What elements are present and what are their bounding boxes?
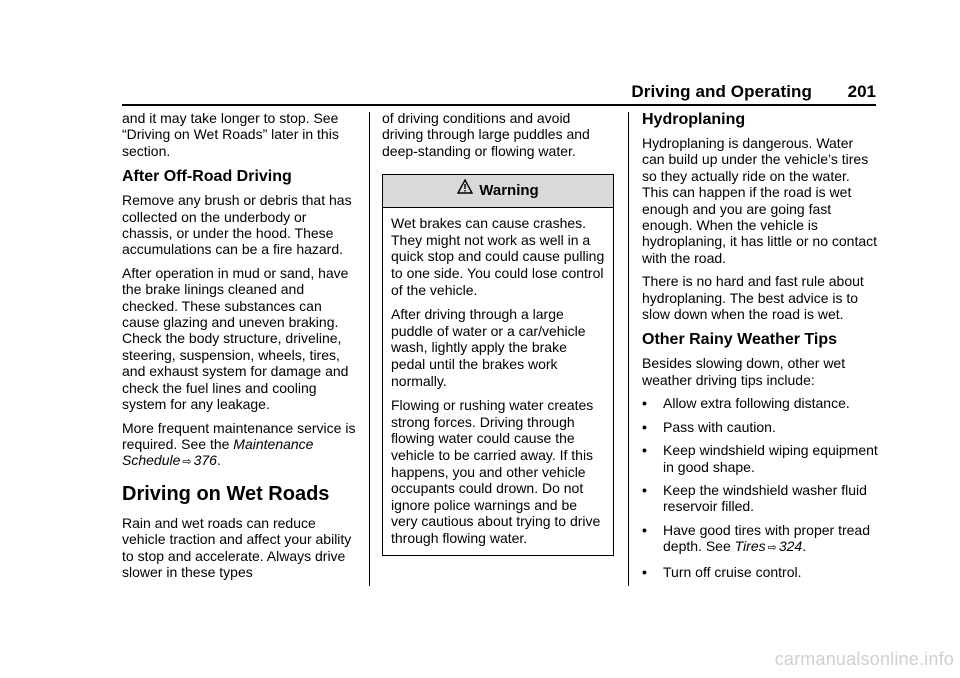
paragraph-hydroplaning-advice: There is no hard and fast rule about hydroplaning. The best advice is to slow down when the road is wet. [642, 273, 864, 323]
heading-after-off-road-driving: After Off-Road Driving [122, 168, 292, 186]
bullet-icon: • [642, 442, 647, 459]
warning-triangle-icon [457, 174, 473, 206]
list-item: • Pass with caution. [642, 418, 776, 435]
column-divider-right [628, 112, 629, 586]
bullet-icon: • [642, 563, 647, 580]
maintenance-schedule-page[interactable]: 376 [193, 452, 217, 469]
paragraph-remove-brush: Remove any brush or debris that has collected on the underbody or chassis, or under the hood. These accumulations can be a fire hazard. [122, 192, 352, 258]
paragraph-mud-sand: After operation in mud or sand, have the brake linings cleaned and checked. These substances can cause glazing and uneven braking. Check the body structure, driveline, steering, suspension, wheels, tires, and exhaust system for damage and check the fuel lines and cooling system for any leakage. [122, 264, 349, 413]
page-number: 201 [847, 82, 876, 101]
list-item: • Allow extra following distance. [642, 395, 850, 412]
tires-page[interactable]: 324 [778, 538, 803, 555]
bullet-icon: • [642, 395, 647, 412]
paragraph-maintenance: More frequent maintenance service is required. See the Maintenance Schedule ⇨ 376. [122, 419, 356, 469]
warning-title: Warning [479, 182, 539, 200]
list-item: • Turn off cruise control. [642, 563, 802, 580]
watermark: carmanualsonline.info [774, 649, 954, 669]
section-title: Driving and Operating [631, 82, 812, 101]
warning-box [382, 174, 614, 555]
paragraph-hydroplaning-dangerous: Hydroplaning is dangerous. Water can build up under the vehicle’s tires so they actually ride on the water. This can happen if the road is wet enough and you are going fast enough. When the vehicle is hydroplaning, it has little or no contact with the road. [642, 135, 878, 266]
heading-driving-on-wet-roads: Driving on Wet Roads [122, 482, 330, 505]
warning-paragraph-wet-brakes: Wet brakes can cause crashes. They might not work as well in a quick stop and could cause pulling to one side. You could lose control of the vehicle. [391, 215, 605, 298]
heading-other-rainy-weather-tips: Other Rainy Weather Tips [642, 331, 838, 349]
list-item: • Keep windshield wiping equipment in good shape. [642, 442, 878, 475]
bullet-icon: • [642, 481, 647, 498]
bullet-icon: • [642, 418, 647, 435]
paragraph-rain-wet-roads: Rain and wet roads can reduce vehicle traction and affect your ability to stop and accelerate. Always drive slower in these types [122, 514, 352, 580]
heading-hydroplaning: Hydroplaning [642, 111, 746, 128]
page-ref-arrow-icon: ⇨ [767, 542, 777, 555]
column-divider-left [369, 112, 370, 586]
intro-paragraph: and it may take longer to stop. See “Driving on Wet Roads” later in this section. [122, 110, 339, 159]
column-middle [382, 110, 614, 556]
paragraph-continued: of driving conditions and avoid driving through large puddles and deep-standing or flowing water. [382, 110, 590, 159]
list-item: • Keep the windshield washer fluid reservoir filled. [642, 481, 867, 515]
warning-paragraph-apply-brake: After driving through a large puddle of water or a car/vehicle wash, lightly apply the brake pedal until the brakes work normally. [391, 306, 586, 389]
page-header [628, 80, 876, 104]
warning-header [383, 175, 613, 208]
column-right [642, 110, 878, 587]
page-ref-arrow-icon: ⇨ [182, 456, 192, 469]
list-item: • Have good tires with proper tread depth. See Tires ⇨ 324. [642, 521, 870, 555]
paragraph-tips-intro: Besides slowing down, other wet weather driving tips include: [642, 355, 846, 388]
bullet-icon: • [642, 521, 647, 538]
warning-paragraph-flowing-water: Flowing or rushing water creates strong forces. Driving through flowing water could cause the vehicle to be carried away. If this happens, you and other vehicle occupants could drown. Do not ignore police warnings and be very cautious about trying to drive through flowing water. [391, 397, 601, 546]
tips-list [642, 395, 878, 580]
warning-body [383, 208, 613, 554]
header-rule [122, 104, 876, 106]
tires-link[interactable]: Tires [734, 538, 766, 555]
maintenance-schedule-link[interactable]: Maintenance Schedule [122, 435, 314, 469]
column-left [122, 110, 358, 587]
